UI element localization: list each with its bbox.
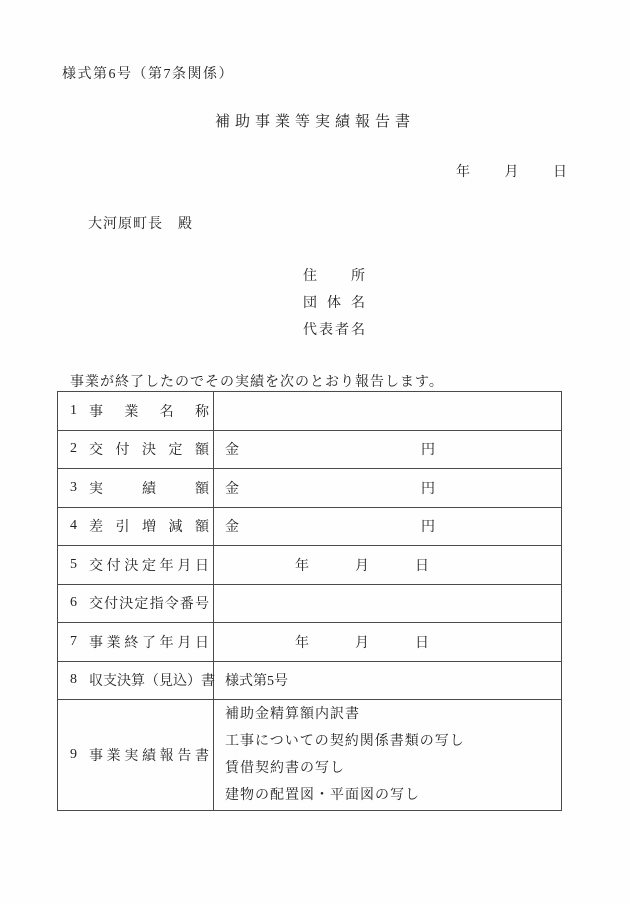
sender-address-label: 住所 <box>303 268 365 284</box>
row-number: 5 <box>70 556 77 572</box>
value-cell-attachments <box>214 700 561 810</box>
amount-prefix: 金 <box>225 481 239 497</box>
table-row <box>58 585 561 624</box>
date-line <box>456 161 567 181</box>
report-table <box>57 391 562 811</box>
page-title: 補助事業等実績報告書 <box>214 114 415 130</box>
attachment-item: 補助金精算額内訳書 <box>225 706 360 722</box>
addressee: 大河原町長 殿 <box>88 217 193 232</box>
intro-sentence: 事業が終了したのでその実績を次のとおり報告します。 <box>70 375 444 390</box>
row-number: 1 <box>70 402 77 418</box>
row-number: 2 <box>70 441 77 457</box>
attachment-item: 工事についての契約関係書類の写し <box>225 733 465 749</box>
row-label: 交付決定指令番号 <box>89 597 209 613</box>
row-label: 実績額 <box>89 481 209 497</box>
date-day-label: 日 <box>553 165 567 180</box>
value-text: 様式第5号 <box>225 674 288 690</box>
value-cell-amount <box>214 431 561 469</box>
value-cell-amount <box>214 469 561 507</box>
row-label: 交付決定額 <box>89 443 209 459</box>
attachment-item: 建物の配置図・平面図の写し <box>225 787 420 803</box>
value-cell-date <box>214 546 561 584</box>
form-number: 様式第6号（第7条関係） <box>62 67 234 82</box>
value-cell-date <box>214 623 561 661</box>
table-row <box>58 508 561 547</box>
table-row <box>58 392 561 431</box>
sender-organization-field <box>303 288 365 315</box>
value-cell-empty <box>214 392 561 430</box>
row-label: 事業終了年月日 <box>89 635 209 651</box>
row-label: 収支決算（見込）書 <box>89 674 215 690</box>
amount-unit: 円 <box>421 443 435 459</box>
row-label-cell <box>58 431 214 469</box>
row-number: 7 <box>70 633 77 649</box>
sender-address-field <box>303 261 365 288</box>
date-year-label: 年 <box>295 635 309 651</box>
row-label: 差引増減額 <box>89 520 209 536</box>
row-label-cell <box>58 662 214 700</box>
row-label-cell <box>58 392 214 430</box>
table-row <box>58 431 561 470</box>
sender-block <box>303 261 365 342</box>
table-row <box>58 700 561 810</box>
row-label-cell <box>58 546 214 584</box>
date-year-label: 年 <box>295 558 309 574</box>
amount-prefix: 金 <box>225 520 239 536</box>
row-number: 8 <box>70 672 77 688</box>
value-cell-amount <box>214 508 561 546</box>
sender-representative-label: 代表者名 <box>303 322 365 338</box>
row-number: 3 <box>70 479 77 495</box>
date-month-label: 月 <box>355 558 369 574</box>
sender-representative-field <box>303 315 365 342</box>
row-number: 9 <box>70 747 77 762</box>
row-label-cell <box>58 469 214 507</box>
date-day-label: 日 <box>415 635 429 651</box>
row-label-cell <box>58 700 214 810</box>
row-label-cell <box>58 623 214 661</box>
sender-organization-label: 団体名 <box>303 295 365 311</box>
amount-unit: 円 <box>421 520 435 536</box>
value-cell-text <box>214 662 561 700</box>
table-row <box>58 546 561 585</box>
table-row <box>58 469 561 508</box>
row-number: 6 <box>70 595 77 611</box>
row-label-cell <box>58 508 214 546</box>
date-day-label: 日 <box>415 558 429 574</box>
table-row <box>58 623 561 662</box>
row-label: 事業名称 <box>89 404 209 420</box>
row-label: 事業実績報告書 <box>89 749 209 764</box>
value-cell-empty <box>214 585 561 623</box>
row-number: 4 <box>70 518 77 534</box>
row-label: 交付決定年月日 <box>89 558 209 574</box>
amount-prefix: 金 <box>225 443 239 459</box>
date-month-label: 月 <box>355 635 369 651</box>
attachment-item: 賃借契約書の写し <box>225 760 345 776</box>
row-label-cell <box>58 585 214 623</box>
table-row <box>58 662 561 701</box>
amount-unit: 円 <box>421 481 435 497</box>
date-year-label: 年 <box>456 165 470 180</box>
date-month-label: 月 <box>504 165 519 180</box>
